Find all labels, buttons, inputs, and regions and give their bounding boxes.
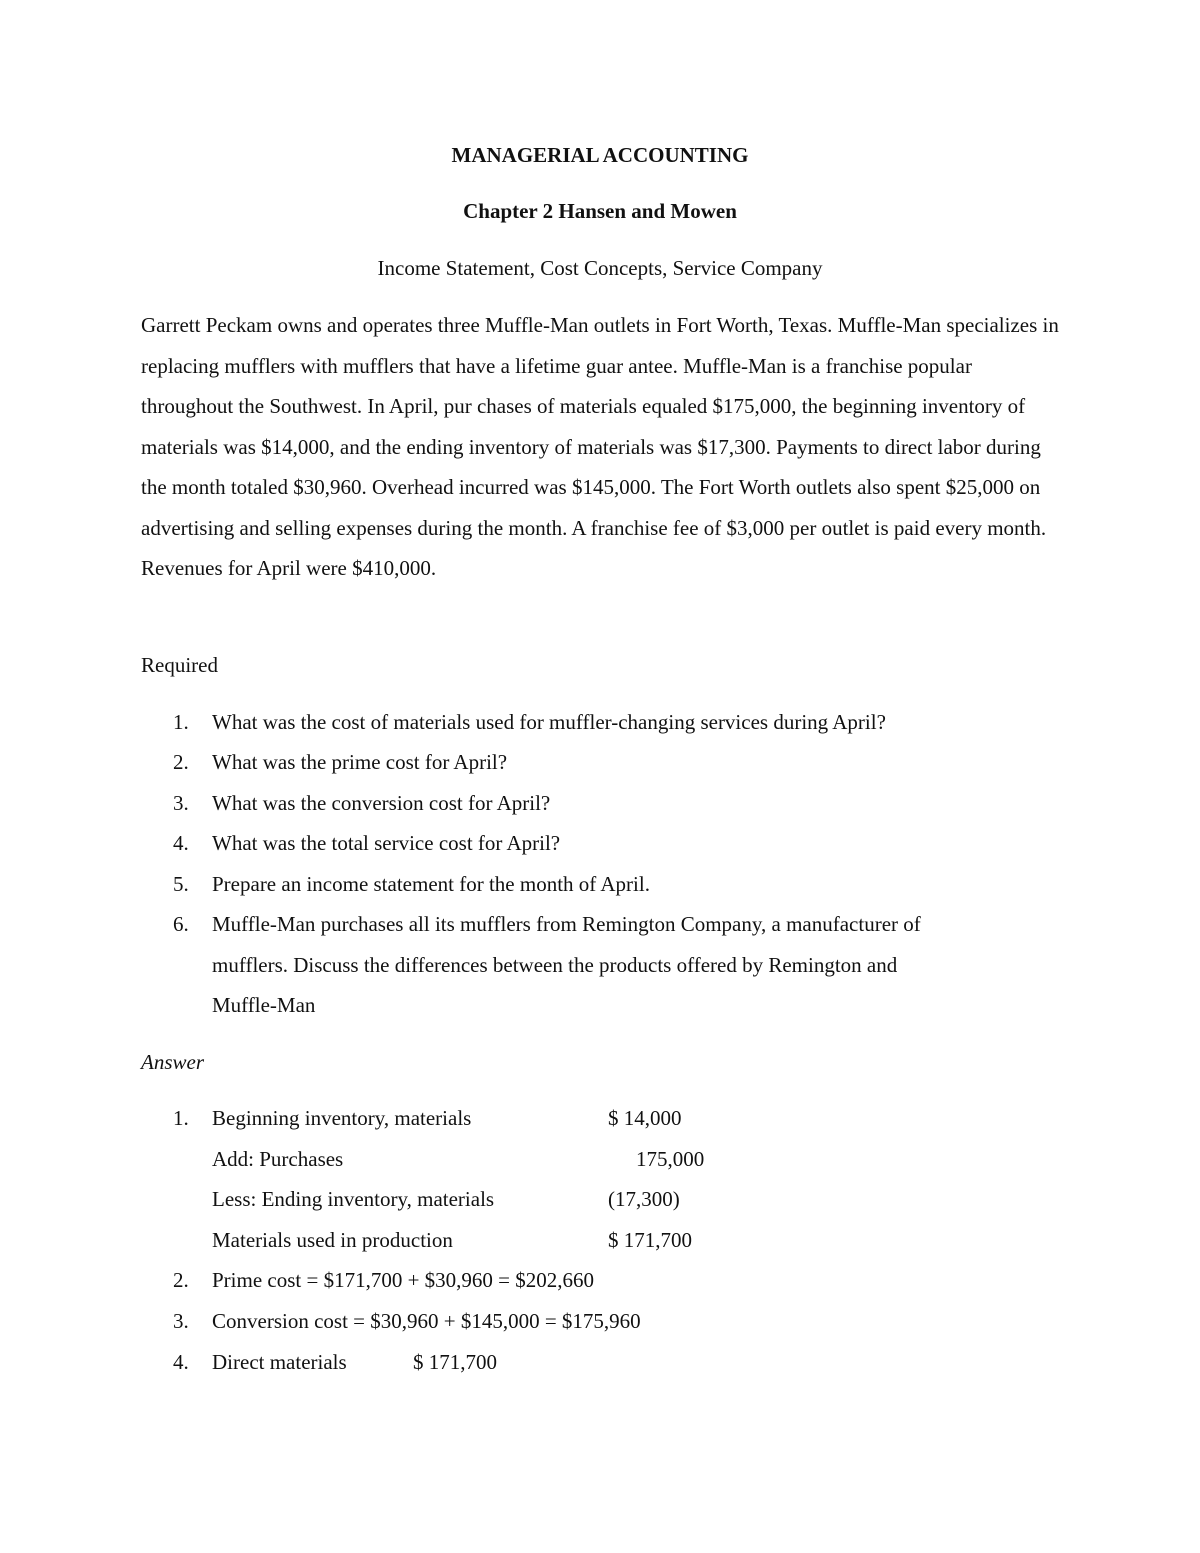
answer-line-label: Prime cost = $171,700 + $30,960 = $202,660 (212, 1268, 595, 1292)
answer-line-label: Direct materials (212, 1350, 347, 1374)
question-text: What was the prime cost for April? (212, 750, 508, 774)
answer-item (0, 1309, 1200, 1349)
question-item (0, 912, 1200, 952)
question-number: 5. (173, 872, 189, 896)
question-text: Prepare an income statement for the month of April. (212, 872, 650, 896)
answer-item (0, 1187, 1200, 1227)
answer-amount: 175,000 (636, 1147, 705, 1171)
question-continuation (0, 993, 1200, 1033)
answer-line-label: Beginning inventory, materials (212, 1106, 472, 1130)
question-text: Muffle-Man purchases all its mufflers from Remington Company, a manufacturer of (212, 912, 921, 936)
question-item (0, 791, 1200, 831)
answer-item (0, 1268, 1200, 1308)
question-item (0, 872, 1200, 912)
question-item (0, 710, 1200, 750)
question-item (0, 831, 1200, 871)
question-item (0, 750, 1200, 790)
answer-line-label: Materials used in production (212, 1228, 453, 1252)
answer-label: Answer (141, 1050, 204, 1074)
answer-line-label: Conversion cost = $30,960 + $145,000 = $175,960 (212, 1309, 641, 1333)
answer-item (0, 1228, 1200, 1268)
answer-number: 2. (173, 1268, 189, 1292)
answer-item (0, 1350, 1200, 1390)
question-number: 2. (173, 750, 189, 774)
question-text: What was the total service cost for April? (212, 831, 561, 855)
answer-number: 4. (173, 1350, 189, 1374)
answer-number: 3. (173, 1309, 189, 1333)
question-continuation (0, 953, 1200, 993)
question-number: 6. (173, 912, 189, 936)
problem-paragraph: Garrett Peckam owns and operates three Muffle-Man outlets in Fort Worth, Texas. Muffle-Man specializes in replacing mufflers with mufflers that have a lifetime guar antee. Muffle-Man is a franchise popular throughout the Southwest. In April, pur chases of materials equaled $175,000, the beginning inventory of materials was $14,000, and the ending inventory of materials was $17,300. Payments to direct labor during the month totaled $30,960. Overhead incurred was $145,000. The Fort Worth outlets also spent $25,000 on advertising and selling expenses during the month. A franchise fee of $3,000 per outlet is paid every month. Revenues for April were $410,000. (141, 313, 1059, 580)
question-text: What was the cost of materials used for muffler-changing services during April? (212, 710, 886, 734)
question-text-continued: Muffle-Man (212, 993, 316, 1017)
question-number: 4. (173, 831, 189, 855)
required-label: Required (141, 653, 218, 677)
answer-amount: $ 171,700 (608, 1228, 692, 1252)
question-text-continued: mufflers. Discuss the differences between the products offered by Remington and (212, 953, 898, 977)
answer-line-label: Add: Purchases (212, 1147, 344, 1171)
answer-line-label: Less: Ending inventory, materials (212, 1187, 495, 1211)
answer-amount: $ 14,000 (608, 1106, 682, 1130)
question-number: 1. (173, 710, 189, 734)
answer-number: 1. (173, 1106, 189, 1130)
answer-amount: $ 171,700 (413, 1350, 497, 1374)
answer-item (0, 1147, 1200, 1187)
topic-subtitle: Income Statement, Cost Concepts, Service Company (377, 256, 823, 280)
document-title: MANAGERIAL ACCOUNTING (451, 143, 749, 167)
question-number: 3. (173, 791, 189, 815)
chapter-heading: Chapter 2 Hansen and Mowen (463, 199, 737, 223)
answer-item (0, 1106, 1200, 1146)
question-text: What was the conversion cost for April? (212, 791, 551, 815)
answer-amount: (17,300) (608, 1187, 680, 1211)
